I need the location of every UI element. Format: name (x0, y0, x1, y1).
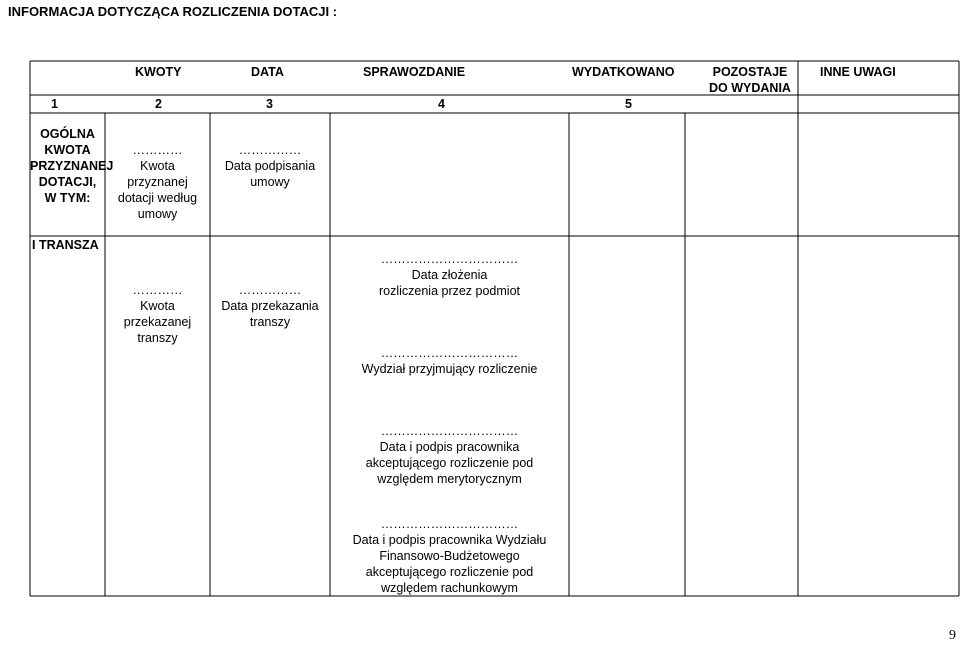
col-number-2: 2 (155, 97, 162, 111)
row-tranche-label: I TRANSZA (32, 238, 99, 252)
col-number-1: 1 (51, 97, 58, 111)
header-kwoty: KWOTY (135, 65, 182, 79)
page-title: INFORMACJA DOTYCZĄCA ROZLICZENIA DOTACJI : (8, 4, 338, 19)
receiving-department-field[interactable]: …………………………… Wydział przyjmujący rozliczenie (361, 346, 538, 376)
general-amount-field[interactable]: ………… Kwota przyznanej dotacji według umowy (117, 143, 198, 221)
header-sprawozdanie: SPRAWOZDANIE (363, 65, 466, 79)
tranche-date-field[interactable]: …………… Data przekazania transzy (221, 283, 319, 329)
col-number-3: 3 (266, 97, 273, 111)
row-general-label: OGÓLNA KWOTA PRZYZNANEJ DOTACJI, W TYM: (30, 127, 114, 205)
general-date-field[interactable]: …………… Data podpisania umowy (224, 143, 316, 189)
report-submission-date-field[interactable]: …………………………… Data złożenia rozliczenia przez podmiot (378, 252, 521, 298)
header-pozostaje: POZOSTAJE DO WYDANIA (709, 65, 791, 95)
col-number-5: 5 (625, 97, 632, 111)
header-data: DATA (251, 65, 284, 79)
tranche-amount-field[interactable]: ………… Kwota przekazanej transzy (123, 283, 192, 345)
col-number-4: 4 (438, 97, 445, 111)
merit-acceptance-signature-field[interactable]: …………………………… Data i podpis pracownika akceptującego rozliczenie pod względem merytorycznym (365, 424, 534, 486)
page-number: 9 (949, 628, 956, 643)
financial-acceptance-signature-field[interactable]: …………………………… Data i podpis pracownika Wydziału Finansowo-Budżetowego akceptującego rozliczenie pod względem rachunkowym (352, 517, 547, 595)
header-inne-uwagi: INNE UWAGI (820, 65, 896, 79)
header-wydatkowano: WYDATKOWANO (572, 65, 675, 79)
